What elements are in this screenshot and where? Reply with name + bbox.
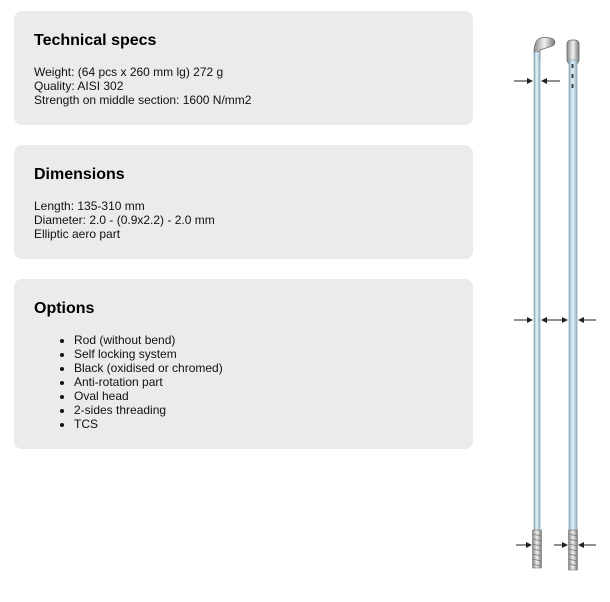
options-card — [14, 279, 473, 449]
dimension-length: Length: 135-310 mm — [34, 199, 145, 213]
dimension-profile: Elliptic aero part — [34, 227, 121, 241]
option-item: • TCS — [74, 417, 453, 431]
dimensions-card — [14, 145, 473, 259]
dimensions-title: Dimensions — [34, 166, 125, 183]
option-item: • 2-sides threading — [74, 403, 453, 417]
option-item: • Oval head — [74, 389, 453, 403]
option-item: • Rod (without bend) — [74, 333, 453, 347]
technical-specs-card — [14, 11, 473, 125]
option-item: • Anti-rotation part — [74, 375, 453, 389]
option-item: • Black (oxidised or chromed) — [74, 361, 453, 375]
option-item: • Self locking system — [74, 347, 453, 361]
dimension-diameter: Diameter: 2.0 - (0.9x2.2) - 2.0 mm — [34, 213, 215, 227]
spec-quality: Quality: AISI 302 — [34, 79, 124, 93]
straight-spoke — [567, 40, 579, 570]
spoke-illustration — [500, 30, 605, 595]
measure-arrow-icon — [514, 81, 596, 545]
spec-weight: Weight: (64 pcs x 260 mm lg) 272 g — [34, 65, 224, 79]
options-title: Options — [34, 300, 95, 317]
spec-strength: Strength on middle section: 1600 N/mm2 — [34, 93, 252, 107]
bent-spoke — [533, 37, 555, 568]
technical-specs-title: Technical specs — [34, 32, 157, 49]
options-list — [34, 333, 453, 431]
